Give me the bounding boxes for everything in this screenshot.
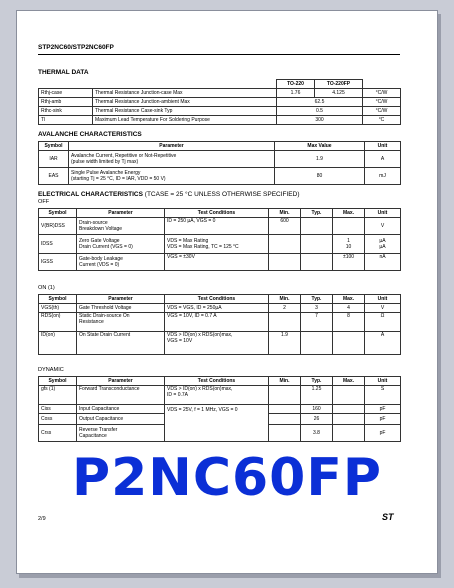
param-line: Capacitance — [79, 433, 107, 439]
col-parameter: Parameter — [69, 142, 275, 151]
col-max: Max. — [333, 209, 365, 218]
symbol-cell: Crss — [39, 425, 77, 442]
col-min: Min. — [269, 377, 301, 386]
symbol-cell: gfs (1) — [39, 386, 77, 405]
table-row — [39, 235, 401, 254]
on-title: ON (1) — [38, 285, 55, 291]
max-cell: 10 — [345, 244, 352, 250]
value-cell: 300 — [277, 116, 363, 125]
symbol-cell: Tl — [39, 116, 93, 125]
param-line: (pulse width limited by Tj max) — [71, 159, 139, 165]
col-parameter: Parameter — [77, 377, 165, 386]
electrical-title-text: ELECTRICAL CHARACTERISTICS — [38, 191, 143, 198]
symbol-cell: VGS(th) — [39, 304, 77, 313]
col-typ: Typ. — [301, 377, 333, 386]
min-cell: 1.9 — [269, 332, 301, 355]
value-cell: 80 — [275, 168, 365, 185]
col-symbol: Symbol — [39, 295, 77, 304]
condition-line: ID = 250 µA, VGS = 0 — [167, 218, 216, 224]
table-row — [39, 89, 401, 98]
param-cell: On State Drain Current — [77, 332, 165, 355]
symbol-cell: RDS(on) — [39, 313, 77, 332]
col-parameter: Parameter — [77, 295, 165, 304]
min-cell: 600 — [269, 218, 301, 235]
condition-line: VGS = 10V — [167, 338, 193, 344]
param-cell: Input Capacitance — [77, 405, 165, 414]
col-unit: Unit — [365, 209, 401, 218]
table-row — [39, 80, 401, 89]
param-line: Static Drain-source On — [79, 313, 130, 319]
dynamic-table — [38, 376, 401, 442]
min-cell: 2 — [269, 304, 301, 313]
unit-cell: A — [365, 151, 401, 168]
param-line: Breakdown Voltage — [79, 226, 123, 232]
col-max-value: Max Value — [275, 142, 365, 151]
param-line: Gate-body Leakage — [79, 256, 123, 262]
value-cell: 0.5 — [277, 107, 363, 116]
col-symbol: Symbol — [39, 377, 77, 386]
param-line: Zero Gate Voltage — [79, 238, 120, 244]
condition-line: VDS = Max Rating — [167, 238, 209, 244]
symbol-cell: Rthj-amb — [39, 98, 93, 107]
value-cell: 62.5 — [277, 98, 363, 107]
unit-cell: pF — [365, 414, 401, 425]
page-number: 2/9 — [38, 516, 46, 522]
table-row — [39, 377, 401, 386]
col-min: Min. — [269, 295, 301, 304]
part-number-watermark: P2NC60FP — [72, 448, 382, 508]
param-cell: Gate Threshold Voltage — [77, 304, 165, 313]
param-line: Reverse Transfer — [79, 427, 118, 433]
symbol-cell: V(BR)DSS — [39, 218, 77, 235]
unit-cell: mJ — [365, 168, 401, 185]
col-symbol: Symbol — [39, 209, 77, 218]
table-row — [39, 218, 401, 235]
unit-cell: V — [365, 304, 401, 313]
col-typ: Typ. — [301, 295, 333, 304]
value-cell: 1.76 — [277, 89, 315, 98]
symbol-cell: IDSS — [39, 235, 77, 254]
typ-cell: 3 — [301, 304, 333, 313]
col-test-conditions: Test Conditions — [165, 209, 269, 218]
param-line: Avalanche Current, Repetitive or Not-Repetitive — [71, 153, 177, 159]
st-logo-icon: ST — [382, 512, 394, 522]
symbol-cell: EAS — [39, 168, 69, 185]
condition-cell: VDS = 25V, f = 1 MHz, VGS = 0 — [165, 405, 269, 442]
value-cell: 4.125 — [315, 89, 363, 98]
table-row — [39, 209, 401, 218]
table-row — [39, 107, 401, 116]
col-unit: Unit — [365, 377, 401, 386]
unit-cell: °C/W — [363, 98, 401, 107]
desc-cell: Thermal Resistance Junction-ambient Max — [93, 98, 277, 107]
col-symbol: Symbol — [39, 142, 69, 151]
col-to220: TO-220 — [277, 80, 315, 89]
table-row — [39, 116, 401, 125]
param-line: Single Pulse Avalanche Energy — [71, 170, 141, 176]
value-cell: 1.9 — [275, 151, 365, 168]
condition-cell: VGS = ±30V — [165, 254, 269, 271]
max-cell: ±100 — [333, 254, 365, 271]
unit-cell: pF — [365, 405, 401, 414]
param-line: Drain-source — [79, 220, 108, 226]
electrical-title — [38, 191, 300, 198]
unit-cell: °C/W — [363, 89, 401, 98]
condition-line: ID = 0.7A — [167, 392, 188, 398]
typ-cell: 7 — [301, 313, 333, 332]
param-cell: Forward Transconductance — [77, 386, 165, 405]
col-max: Max. — [333, 295, 365, 304]
avalanche-title: AVALANCHE CHARACTERISTICS — [38, 131, 142, 138]
condition-line: VDS > ID(on) x RDS(on)max, — [167, 386, 233, 392]
typ-cell: 160 — [301, 405, 333, 414]
typ-cell: 3.8 — [301, 425, 333, 442]
max-cell: 1 — [347, 238, 350, 244]
symbol-cell: Coss — [39, 414, 77, 425]
col-test-conditions: Test Conditions — [165, 295, 269, 304]
table-row — [39, 304, 401, 313]
max-cell: 4 — [333, 304, 365, 313]
param-line: Resistance — [79, 319, 104, 325]
condition-line: VDS > ID(on) x RDS(on)max, — [167, 332, 233, 338]
col-test-conditions: Test Conditions — [165, 377, 269, 386]
param-line: (starting Tj = 25 °C, ID = IAR, VDD = 50 V) — [71, 176, 166, 182]
symbol-cell: Rthc-sink — [39, 107, 93, 116]
table-row — [39, 295, 401, 304]
desc-cell: Thermal Resistance Case-sink Typ — [93, 107, 277, 116]
thermal-title: THERMAL DATA — [38, 69, 89, 76]
thermal-table — [38, 79, 401, 125]
col-parameter: Parameter — [77, 209, 165, 218]
dynamic-title: DYNAMIC — [38, 367, 64, 373]
max-cell: 8 — [333, 313, 365, 332]
typ-cell: 1.25 — [301, 386, 333, 405]
unit-cell: Ω — [365, 313, 401, 332]
table-row — [39, 168, 401, 185]
col-unit: Unit — [365, 295, 401, 304]
condition-line: VDS = Max Rating, TC = 125 °C — [167, 244, 239, 250]
table-row — [39, 405, 401, 414]
col-unit: Unit — [365, 142, 401, 151]
param-line: Current (VDS = 0) — [79, 262, 120, 268]
unit-cell: µA — [379, 244, 386, 250]
on-table — [38, 294, 401, 355]
table-row — [39, 98, 401, 107]
table-row — [39, 142, 401, 151]
condition-cell: VDS = VGS, ID = 250µA — [165, 304, 269, 313]
avalanche-table — [38, 141, 401, 185]
param-line: Drain Current (VGS = 0) — [79, 244, 133, 250]
unit-cell: µA — [379, 238, 386, 244]
unit-cell: A — [365, 332, 401, 355]
table-row — [39, 151, 401, 168]
unit-cell: pF — [365, 425, 401, 442]
unit-cell: nA — [365, 254, 401, 271]
off-title: OFF — [38, 199, 50, 205]
unit-cell: S — [365, 386, 401, 405]
symbol-cell: IAR — [39, 151, 69, 168]
desc-cell: Thermal Resistance Junction-case Max — [93, 89, 277, 98]
col-max: Max. — [333, 377, 365, 386]
col-min: Min. — [269, 209, 301, 218]
table-row — [39, 313, 401, 332]
symbol-cell: Rthj-case — [39, 89, 93, 98]
electrical-title-note: (TCASE = 25 °C UNLESS OTHERWISE SPECIFIED) — [144, 191, 300, 198]
condition-cell: VGS = 10V, ID = 0.7 A — [165, 313, 269, 332]
page-header: STP2NC60/STP2NC60FP — [38, 44, 114, 51]
table-row — [39, 254, 401, 271]
col-typ: Typ. — [301, 209, 333, 218]
symbol-cell: Ciss — [39, 405, 77, 414]
off-table — [38, 208, 401, 271]
unit-cell: °C/W — [363, 107, 401, 116]
symbol-cell: IGSS — [39, 254, 77, 271]
table-row — [39, 332, 401, 355]
param-cell: Output Capacitance — [77, 414, 165, 425]
col-to220fp: TO-220FP — [315, 80, 363, 89]
desc-cell: Maximum Lead Temperature For Soldering Purpose — [93, 116, 277, 125]
unit-cell: °C — [363, 116, 401, 125]
typ-cell: 26 — [301, 414, 333, 425]
unit-cell: V — [365, 218, 401, 235]
symbol-cell: ID(on) — [39, 332, 77, 355]
table-row — [39, 386, 401, 405]
header-rule — [38, 54, 400, 55]
